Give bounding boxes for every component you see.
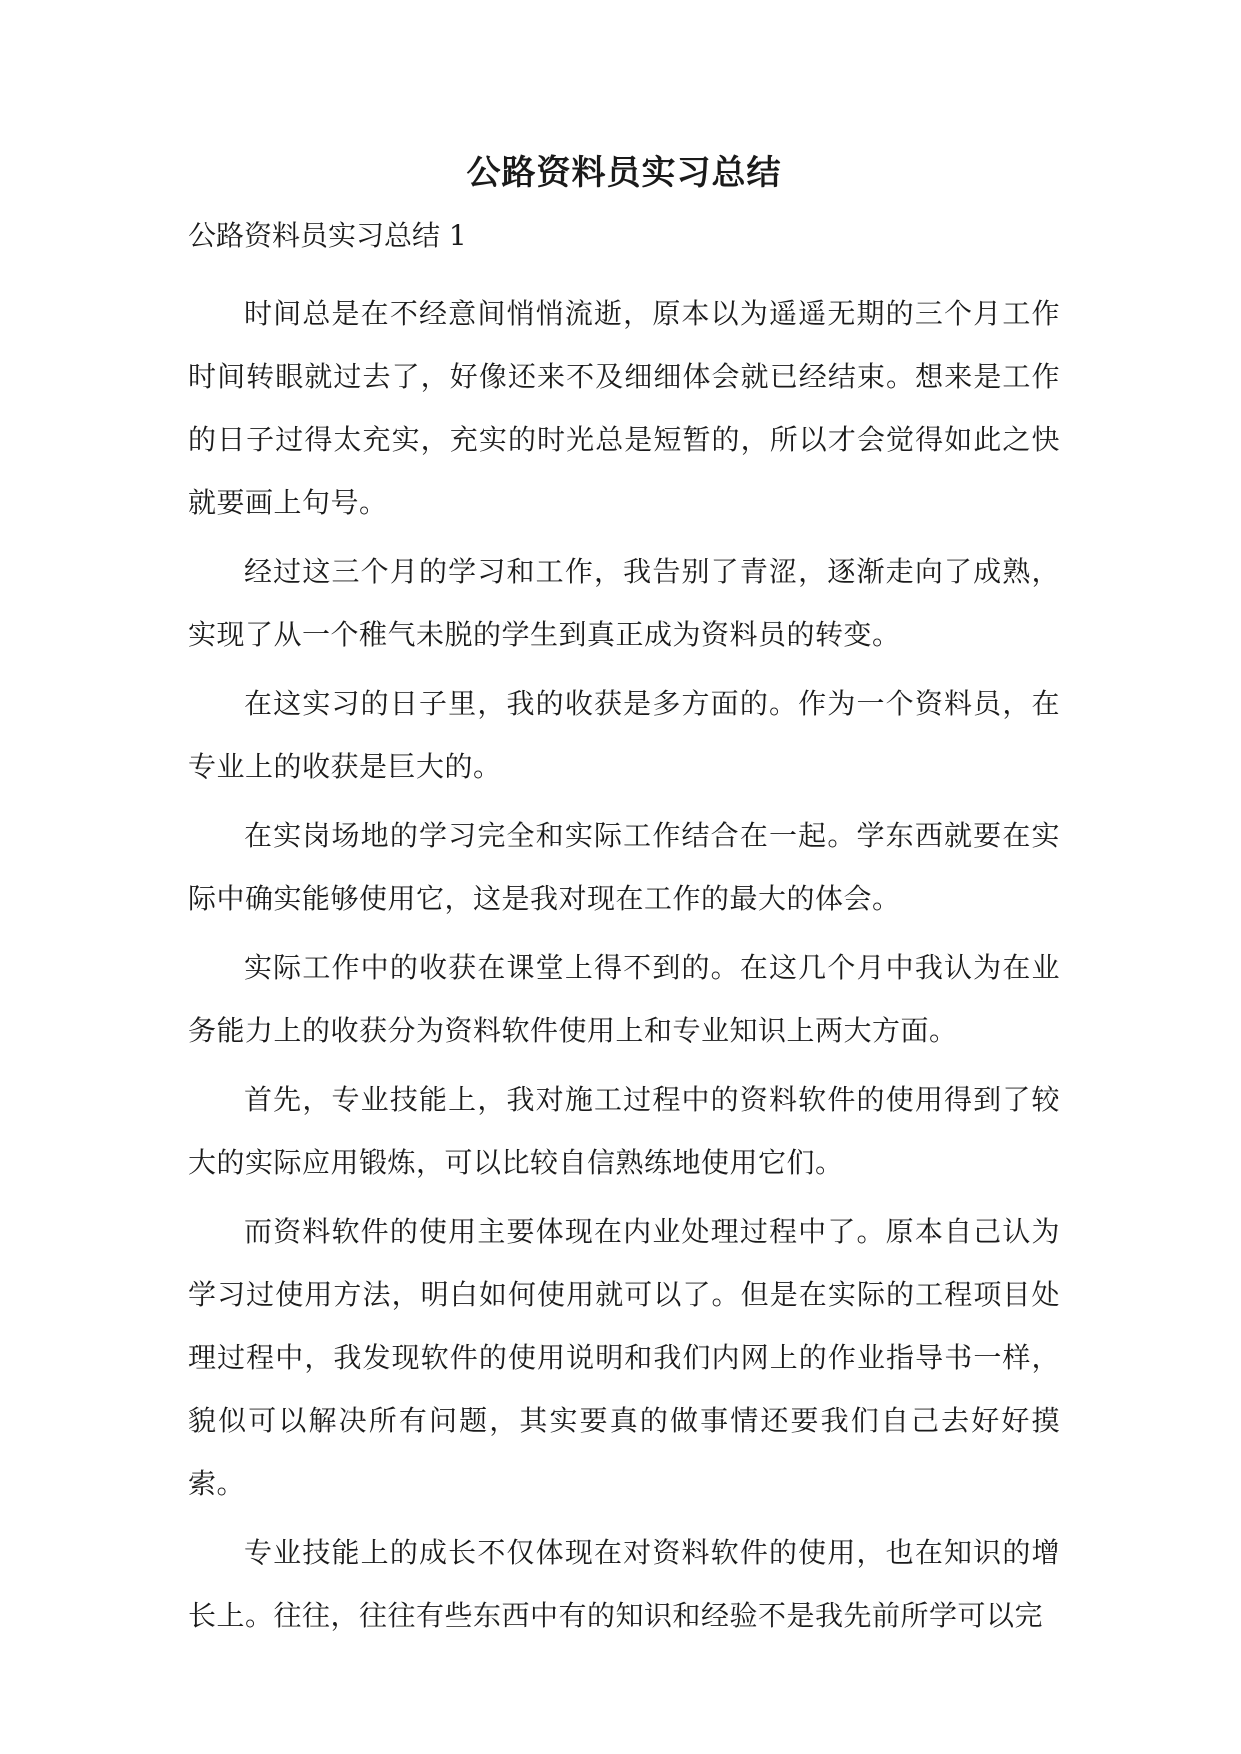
paragraph: 时间总是在不经意间悄悄流逝，原本以为遥遥无期的三个月工作时间转眼就过去了，好像还来不及细细体会就已经结束。想来是工作的日子过得太充实，充实的时光总是短暂的，所以才会觉得如此之快就要画上句号。 (188, 297, 1060, 519)
paragraph: 首先，专业技能上，我对施工过程中的资料软件的使用得到了较大的实际应用锻炼，可以比较自信熟练地使用它们。 (188, 1083, 1060, 1179)
paragraph: 在实岗场地的学习完全和实际工作结合在一起。学东西就要在实际中确实能够使用它，这是我对现在工作的最大的体会。 (188, 819, 1060, 915)
document-page (188, 150, 1060, 1653)
section-heading: 公路资料员实习总结 1 (188, 219, 467, 252)
paragraph: 专业技能上的成长不仅体现在对资料软件的使用，也在知识的增长上。往往，往往有些东西中有的知识和经验不是我先前所学可以完 (188, 1536, 1060, 1632)
document-title: 公路资料员实习总结 (466, 153, 782, 193)
paragraph: 在这实习的日子里，我的收获是多方面的。作为一个资料员，在专业上的收获是巨大的。 (188, 687, 1060, 783)
paragraph: 经过这三个月的学习和工作，我告别了青涩，逐渐走向了成熟，实现了从一个稚气未脱的学生到真正成为资料员的转变。 (188, 555, 1060, 651)
paragraph: 实际工作中的收获在课堂上得不到的。在这几个月中我认为在业务能力上的收获分为资料软件使用上和专业知识上两大方面。 (188, 951, 1060, 1047)
paragraph: 而资料软件的使用主要体现在内业处理过程中了。原本自己认为学习过使用方法，明白如何使用就可以了。但是在实际的工程项目处理过程中，我发现软件的使用说明和我们内网上的作业指导书一样，貌似可以解决所有问题，其实要真的做事情还要我们自己去好好摸索。 (188, 1215, 1060, 1500)
